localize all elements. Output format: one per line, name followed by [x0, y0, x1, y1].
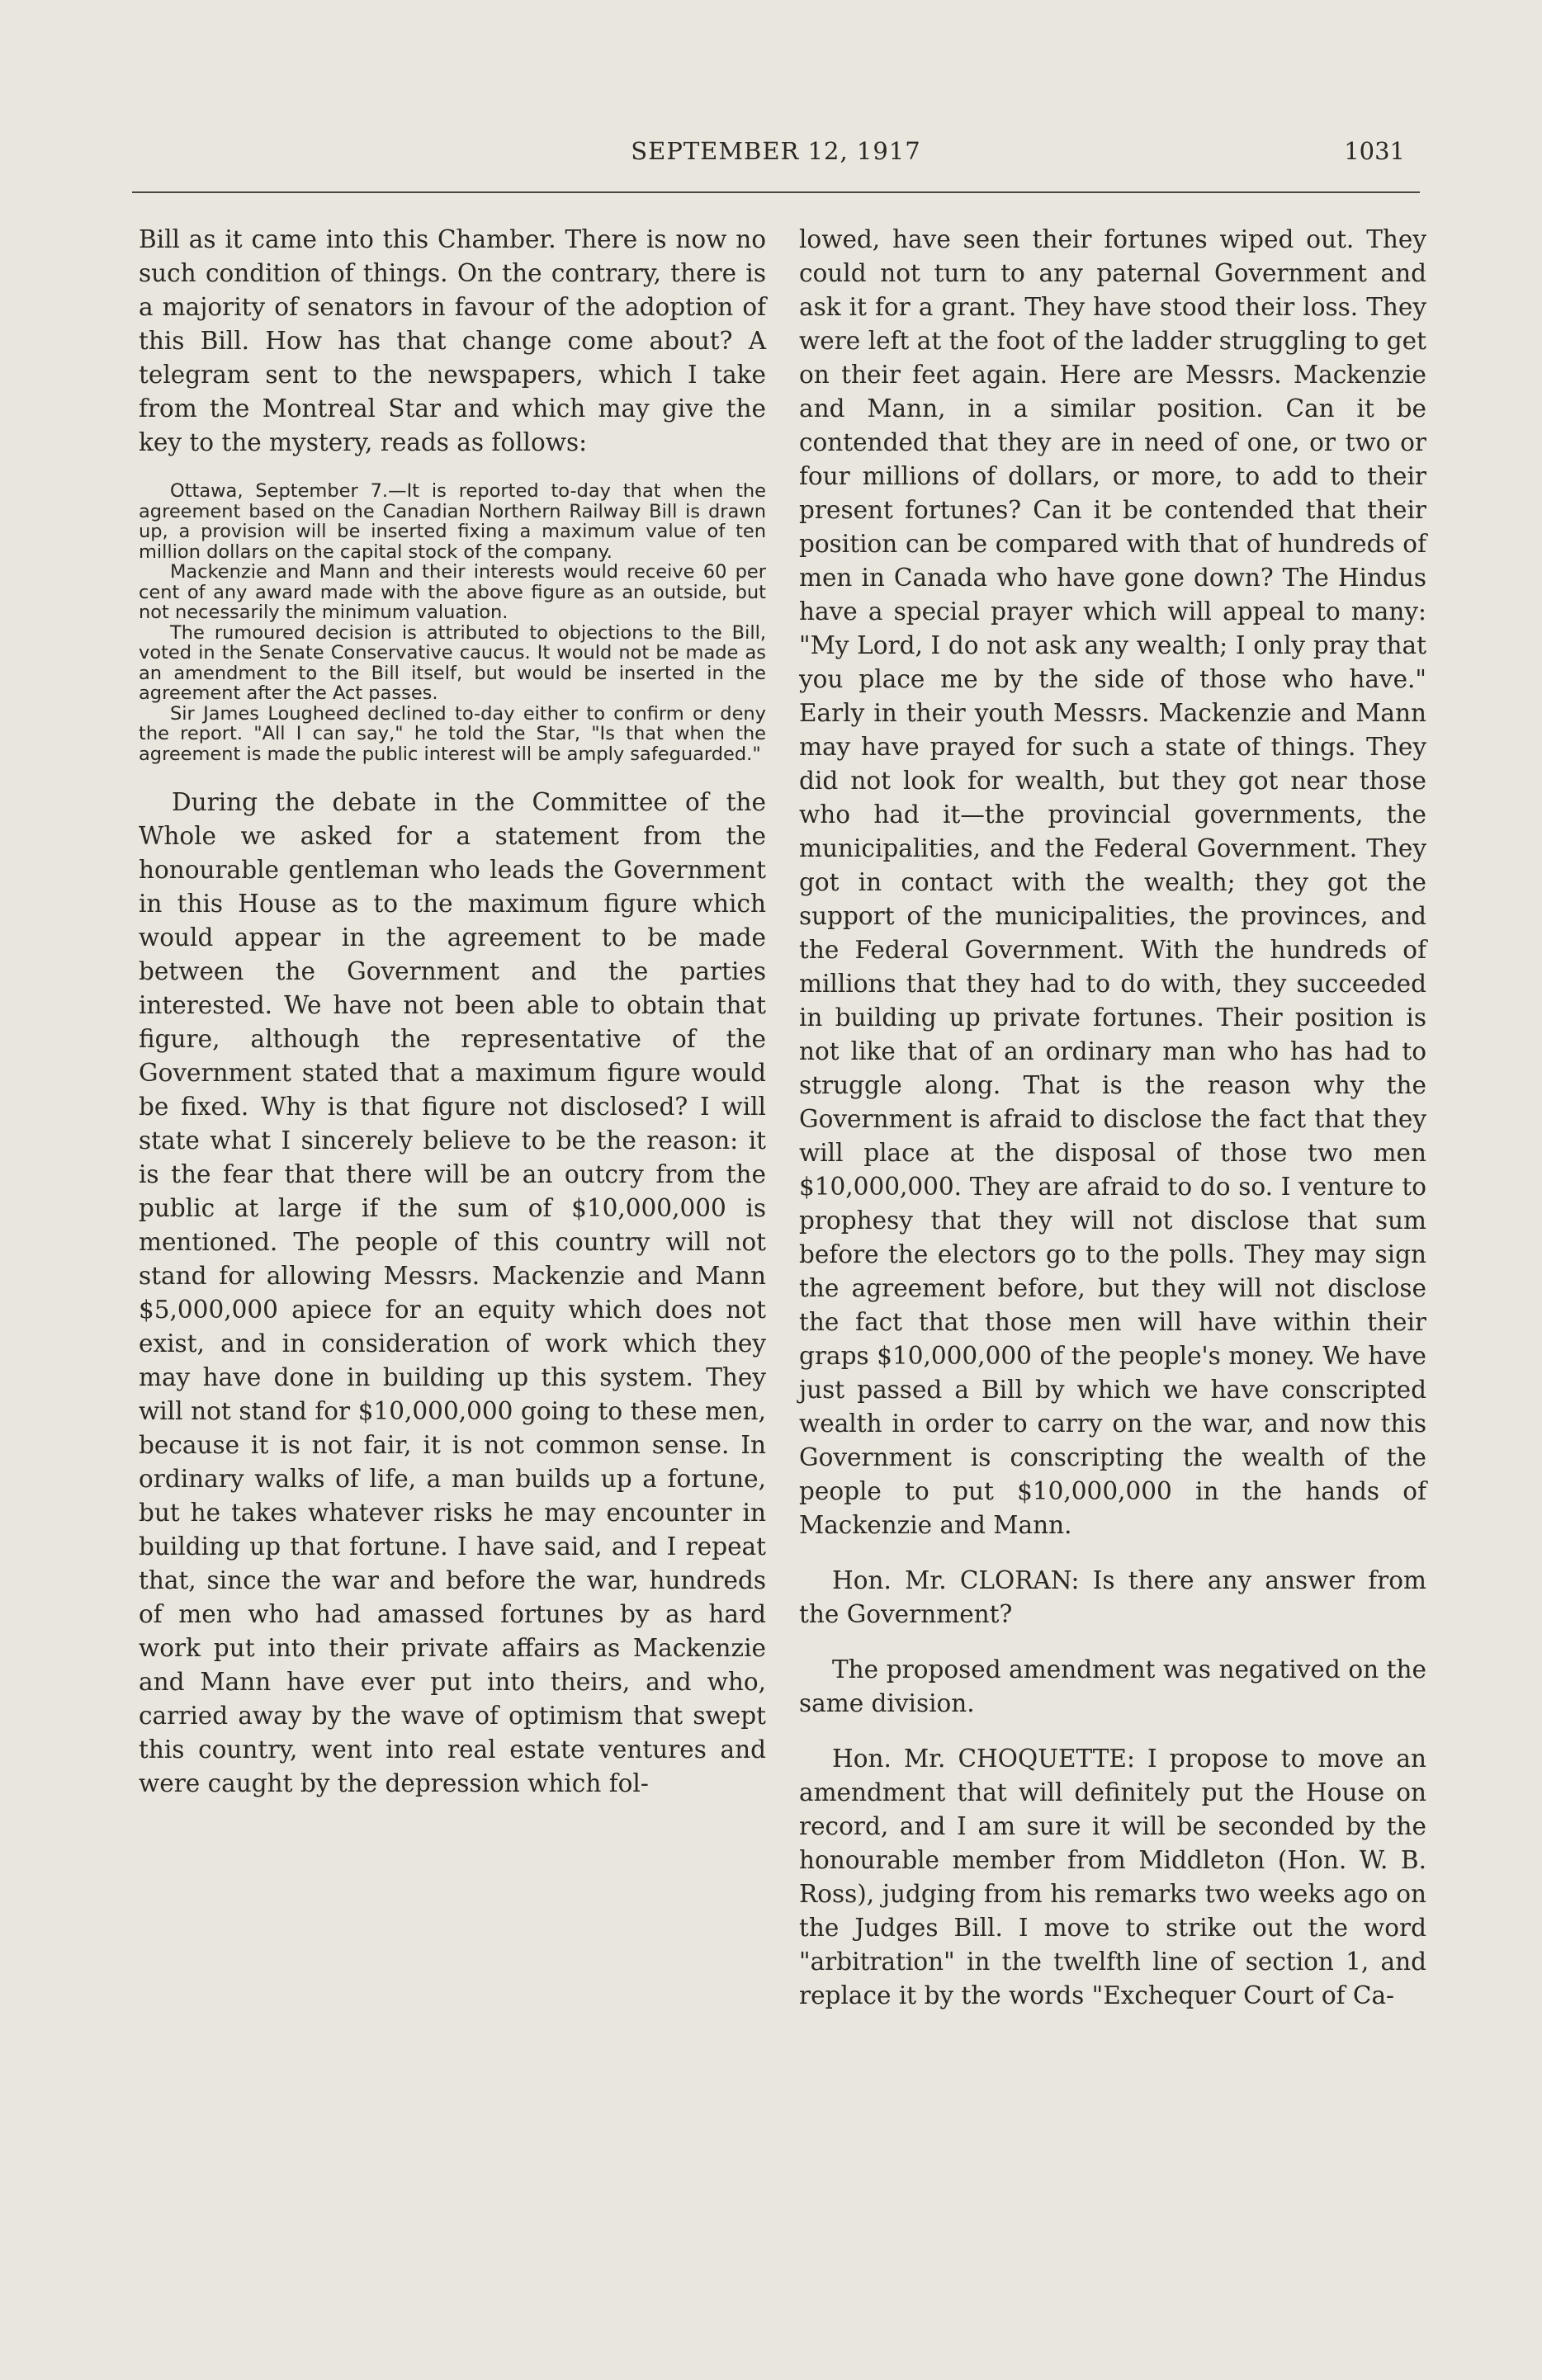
intro-paragraph: Bill as it came into this Chamber. There is now no such condition of things. On the contrary, there is a majority of senators in favour of the adoption of this Bill. How has that change come about? A telegram sent to the newspapers, which I take from the Montreal Star and which may give the key to the mystery, reads as follows: [139, 225, 766, 456]
page-number: 1031 [1344, 137, 1405, 165]
negatived-paragraph: The proposed amendment was negatived on the same division. [799, 1655, 1426, 1717]
quote-paragraph-4: Sir James Lougheed declined to-day either to confirm or deny the report. "All I can say," he told the Star, "Is that when the agreement is made the public interest will be amply safeguarded." [139, 702, 766, 765]
debate-paragraph: During the debate in the Committee of the Whole we asked for a statement from the honourable gentleman who leads the Government in this House as to the maximum figure which would appear in the agreement to be made between the Government and the parties interested. We have not been able to obtain that figure, although the representative of the Government stated that a maximum figure would be fixed. Why is that figure not disclosed? I will state what I sincerely believe to be the reason: it is the fear that there will be an outcry from the public at large if the sum of $10,000,000 is mentioned. The people of this country will not stand for allowing Messrs. Mackenzie and Mann $5,000,000 apiece for an equity which does not exist, and in consideration of work which they may have done in building up this system. They will not stand for $10,000,000 going to these men, because it is not fair, it is not common sense. In ordinary walks of life, a man builds up a fortune, but he takes whatever risks he may encounter in building up that fortune. I have said, and I repeat that, since the war and before the war, hundreds of men who had amassed fortunes by as hard work put into their private affairs as Mackenzie and Mann have ever put into theirs, and who, carried away by the wave of optimism that swept this country, went into real estate ventures and were caught by the depression which fol- [139, 788, 766, 1797]
header-rule [132, 191, 1420, 193]
header-date: SEPTEMBER 12, 1917 [631, 137, 921, 165]
continued-paragraph: lowed, have seen their fortunes wiped out. They could not turn to any paternal Government and ask it for a grant. They have stood their loss. They were left at the foot of the ladder struggling to get on their feet again. Here are Messrs. Mackenzie and Mann, in a similar position. Can it be contended that they are in need of one, or two or four millions of dollars, or more, to add to their present fortunes? Can it be contended that their position can be compared with that of hundreds of men in Canada who have gone down? The Hindus have a special prayer which will appeal to many: "My Lord, I do not ask any wealth; I only pray that you place me by the side of those who have." Early in their youth Messrs. Mackenzie and Mann may have prayed for such a state of things. They did not look for wealth, but they got near those who had it—the provincial governments, the municipalities, and the Federal Government. They got in contact with the wealth; they got the support of the municipalities, the provinces, and the Federal Government. With the hundreds of millions that they had to do with, they succeeded in building up private fortunes. Their position is not like that of an ordinary man who has had to struggle along. That is the reason why the Government is afraid to disclose the fact that they will place at the disposal of those two men $10,000,000. They are afraid to do so. I venture to prophesy that they will not disclose that sum before the electors go to the polls. They may sign the agreement before, but they will not disclose the fact that those men will have within their graps $10,000,000 of the people's money. We have just passed a Bill by which we have conscripted wealth in order to carry on the war, and now this Government is conscripting the wealth of the people to put $10,000,000 in the hands of Mackenzie and Mann. [799, 225, 1426, 1539]
quote-paragraph-3: The rumoured decision is attributed to objections to the Bill, voted in the Senate Conservative caucus. It would not be made as an amendment to the Bill itself, but would be inserted in the agreement after the Act passes. [139, 621, 766, 704]
right-column [799, 223, 1426, 2013]
left-column [139, 223, 766, 1801]
quote-paragraph-1: Ottawa, September 7.—It is reported to-day that when the agreement based on the Canadian Northern Railway Bill is drawn up, a provision will be inserted fixing a maximum value of ten million dollars on the capital stock of the company. [139, 480, 766, 563]
page-header [132, 132, 1420, 182]
choquette-paragraph: Hon. Mr. CHOQUETTE: I propose to move an amendment that will definitely put the House on record, and I am sure it will be seconded by the honourable member from Middleton (Hon. W. B. Ross), judging from his remarks two weeks ago on the Judges Bill. I move to strike out the word "arbitration" in the twelfth line of section 1, and replace it by the words "Exchequer Court of Ca- [799, 1745, 1426, 2009]
cloran-paragraph: Hon. Mr. CLORAN: Is there any answer from the Government? [799, 1566, 1426, 1628]
quote-paragraph-2: Mackenzie and Mann and their interests would receive 60 per cent of any award made with the above figure as an outside, but not necessarily the minimum valuation. [139, 561, 766, 623]
telegram-quote [139, 481, 766, 764]
